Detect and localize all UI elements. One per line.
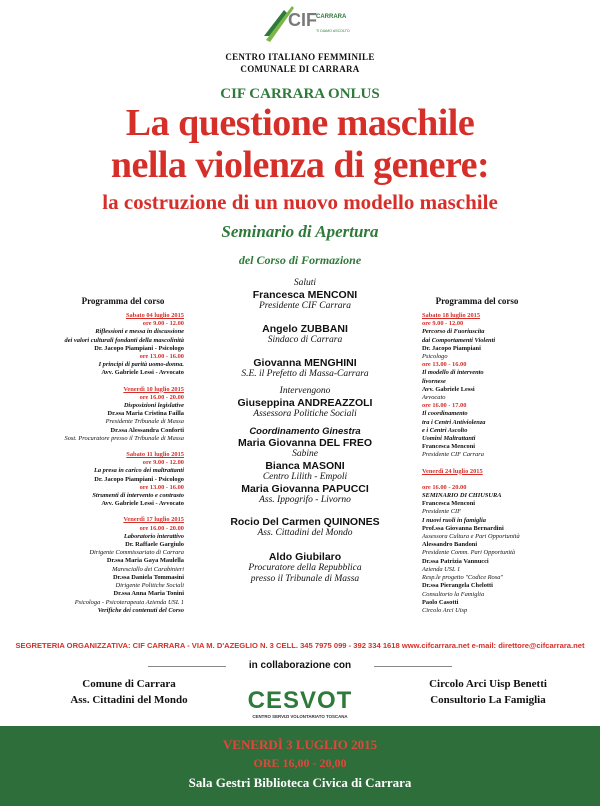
speaker-role: Assessora Politiche Sociali [253,409,357,419]
program-line: ore 9.00 - 12.00 [142,459,184,467]
program-line: Resp.le progetto "Codice Rosa" [422,574,504,582]
program-line: Avv. Gabriele Lessi - Avvocato [101,500,184,508]
program-line: Dirigente Commissariato di Carrara [89,549,184,557]
program-line: Psicologo [422,353,448,361]
program-line: ore 13.00 - 16.00 [139,353,184,361]
program-line: ore 13.00 - 16.00 [422,361,467,369]
title-line-1: La questione maschile [125,102,475,144]
program-line: Venerdì 10 luglio 2015 [123,385,184,393]
program-line: ore 16.00 - 17.00 [422,402,467,410]
program-line: ore 16.00 - 20.00 [139,524,184,532]
cesvot-logo [222,680,378,728]
partner-right-1: Circolo Arci Uisp Benetti [429,678,547,690]
speaker-role: Presidente CIF Carrara [258,301,351,311]
program-left-lines [62,312,184,615]
logo-sub: CARRARA [316,14,347,20]
program-line: tra i Centri Antiviolenza [422,418,486,426]
program-line: Consultorio la Famiglia [422,590,485,598]
speaker-role: presso il Tribunale di Massa [250,574,360,584]
program-line: Disposizioni legislative [123,402,184,410]
program-left-heading: Programma del corso [81,296,165,306]
program-line: Presidente Tribunale di Massa [105,418,184,426]
speaker-role: Ass. Cittadini del Mondo [257,528,353,538]
program-line: Azienda USL 1 [422,565,461,573]
program-line: Dr. Jacopo Piampiani - Psicologo [94,475,184,483]
program-line: Verifiche dei contenuti del Corso [97,606,184,614]
divider-right [374,666,452,667]
program-line: ore 16.00 - 20.00 [139,393,184,401]
program-line [62,508,184,516]
program-line: ore 13.00 - 16.00 [139,483,184,491]
cesvot-text: CESVOT [247,687,353,714]
program-line: Venerdì 17 luglio 2015 [123,516,184,524]
intervengono-label: Intervengono [279,386,331,396]
program-line: Assessora Cultura e Pari Opportunità [422,533,520,541]
speaker-role: Centro Lilith - Empoli [262,472,348,482]
segreteria-line: SEGRETERIA ORGANIZZATIVA: CIF CARRARA - VIA M. D'AZEGLIO N. 3 CELL. 345 7975 099 - 392 334 1618 www.cifcarrara.net e-mail: direttore@cifcarrara.net [15,641,585,650]
speakers [190,278,420,585]
program-line [62,378,184,386]
coordinamento-label: Coordinamento Ginestra [249,426,361,437]
program-line: Dr.ssa Maria Cristina Failla [107,410,184,418]
program-line: Dr.ssa Patrizia Vannucci [422,557,489,565]
program-line: ore 16.00 - 20.00 [422,483,467,491]
org-line-1: CENTRO ITALIANO FEMMINILE [225,52,375,62]
speaker-role: Sindaco di Carrara [267,335,343,345]
onlus-heading: CIF CARRARA ONLUS [220,86,380,102]
program-line: Presidente CIF Carrara [422,451,484,459]
speaker-role: Sabine [292,449,318,459]
program-line: Avvocato [422,394,446,402]
speaker-role: S.E. il Prefetto di Massa-Carrara [241,369,369,379]
title-line-2: nella violenza di genere: [110,144,490,186]
program-right-lines [422,312,532,615]
saluti-label: Saluti [293,278,317,288]
program-line: Dr. Raffaele Gargiulo [125,541,184,549]
program-line: livornese [422,377,446,385]
program-left [62,296,184,615]
program-line: Maresciallo dei Carabinieri [112,565,184,573]
program-line: Il modello di intervento [422,369,484,377]
program-line: Uomini Maltrattanti [422,435,476,443]
program-line: Avv. Gabriele Lessi - Avvocato [101,369,184,377]
speaker-role: Procuratore della Repubblica [248,563,362,573]
event-date: VENERDÌ 3 LUGLIO 2015 [222,737,378,752]
program-line: La presa in carico dei maltrattanti [93,467,184,475]
event-place: Sala Gestri Biblioteca Civica di Carrara [188,775,412,790]
speaker-name: Francesca MENCONI [252,289,358,301]
program-line: Alessandro Bandoni [422,541,478,549]
program-line: Paolo Casotti [422,598,459,606]
title-line-3: la costruzione di un nuovo modello maschile [102,190,498,214]
org-line-2: COMUNALE DI CARRARA [240,64,360,74]
program-line: Psicologa - Psicoterapeuta Azienda USL 1 [74,598,184,606]
program-line: ore 9.00 - 12.00 [142,320,184,328]
speaker-name: Giuseppina ANDREAZZOLI [237,397,373,409]
speaker-name: Giovanna MENGHINI [253,357,357,369]
program-line: Dr.ssa Anna Maria Tonini [113,590,184,598]
program-line: Francesca Menconi [422,500,476,508]
program-line: Percorso di Fuoriuscita [422,328,485,336]
program-line [422,460,532,468]
collaboration-label: in collaborazione con [248,660,352,671]
event-hours: ORE 16,00 - 20,00 [253,756,347,770]
partner-left-1: Comune di Carrara [82,678,176,690]
program-right-heading: Programma del corso [435,296,519,306]
program-line: Sabato 04 luglio 2015 [125,312,184,319]
partner-left-2: Ass. Cittadini del Mondo [70,694,188,706]
program-line: ore 9.00 - 12.00 [422,320,464,328]
program-line: Venerdì 24 luglio 2015 [422,467,483,475]
partner-right-2: Consultorio La Famiglia [430,694,546,706]
course-heading: del Corso di Formazione [238,253,362,267]
program-line: Francesca Menconi [422,443,476,451]
program-line: Presidente CIF [422,508,461,516]
program-line: I nuovi ruoli in famiglia [422,516,486,524]
program-line: Dr.ssa Daniela Tommasini [113,573,184,581]
program-line: Dr.ssa Alessandra Conforti [110,426,184,434]
program-line: Dr.ssa Pierangela Chelotti [422,582,493,590]
program-line: Riflessioni e messa in discussione [95,328,184,336]
program-line: dei valori culturali fondanti della mascolinità [64,336,184,344]
program-line: Laboratorio interattivo [123,532,184,540]
program-line: Sost. Procuratore presso il Tribunale di Massa [64,434,184,442]
program-line: e i Centri Ascolto [422,426,468,434]
program-right [422,296,532,615]
logo-text: CIF [288,10,317,30]
program-line: I principi di parità uomo-donna. [98,361,184,369]
speaker-name: Aldo Giubilaro [268,551,342,563]
program-line: Circolo Arci Uisp [422,606,468,614]
program-line: Strumenti di intervento e contrasto [92,492,184,500]
program-line: Il coordinamento [422,410,468,418]
speaker-name: Maria Giovanna PAPUCCI [241,483,369,495]
program-line [62,443,184,451]
program-line [422,476,532,484]
speaker-name: Rocio Del Carmen QUINONES [230,516,380,528]
speaker-name: Maria Giovanna DEL FREO [237,437,372,449]
program-line: Dirigente Politiche Sociali [115,582,184,590]
program-line: Dr. Jacopo Piampiani - Psicologo [94,344,184,352]
cif-logo [258,2,350,46]
program-line: Avv. Gabriele Lessi [422,385,475,393]
seminar-heading: Seminario di Apertura [221,222,379,241]
program-line: SEMINARIO DI CHIUSURA [422,492,502,500]
speaker-name: Angelo ZUBBANI [262,323,348,335]
program-line: Presidente Comm. Pari Opportunità [422,549,516,557]
program-line: Prof.ssa Giovanna Bernardini [422,524,504,532]
logo-small: TI DIAMO ASCOLTO [316,29,350,33]
program-line: Dr.ssa Maria Gaya Maulella [106,557,184,565]
program-line: Sabato 18 luglio 2015 [422,312,481,319]
program-line: Dr. Jacopo Piampiani [422,344,481,352]
cesvot-sub: CENTRO SERVIZI VOLONTARIATO TOSCANA [252,714,348,719]
program-line: Sabato 11 luglio 2015 [126,451,184,459]
speaker-role: Ass. Ippogrifo - Livorno [259,495,351,505]
speaker-name: Bianca MASONI [265,460,345,472]
program-line: dai Comportamenti Violenti [422,336,496,344]
